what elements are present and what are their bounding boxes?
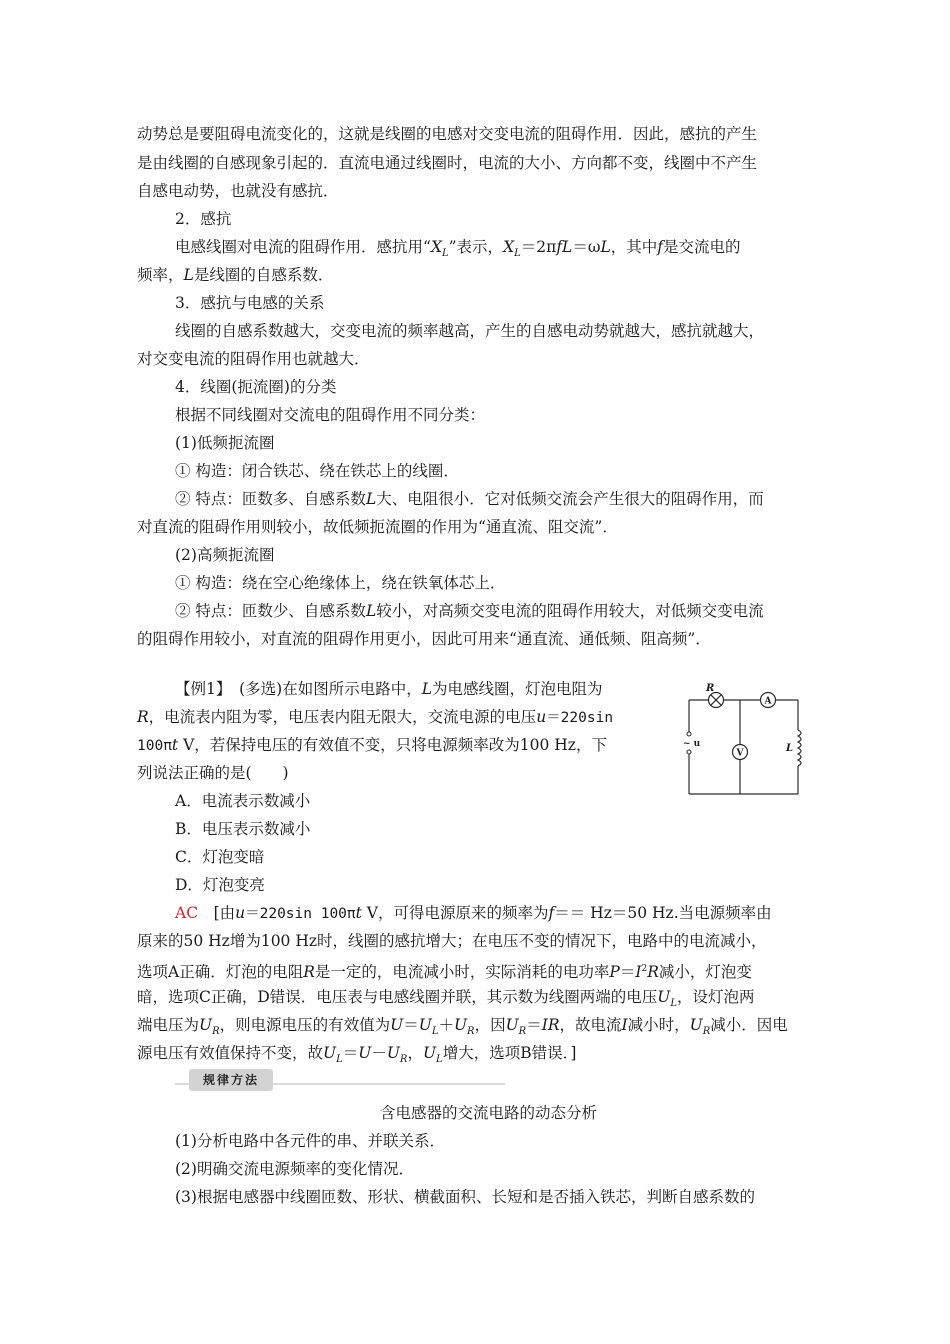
- low-freq-feature-1: ② 特点：匝数多、自感系数L大、电阻很小．它对低频交流会产生很大的阻碍作用，而: [175, 490, 764, 508]
- answer-line-2: 原来的50 Hz增为100 Hz时，线圈的感抗增大；在电压不变的情况下，电路中的电流减小，: [137, 932, 767, 950]
- s2-line-1: 电感线圈对电流的阻碍作用．感抗用“$X_L$”表示，$X_L=2\pi fL=\omega L$，其中f是交流电的: [175, 238, 741, 260]
- s2-line-2: 频率，L是线圈的自感系数．: [137, 266, 334, 284]
- answer-line-3: 选项A正确．灯泡的电阻R是一定的，电流减小时，实际消耗的电功率$P=I^2R$减小，灯泡变: [137, 963, 752, 982]
- method-badge: 规律方法: [189, 1069, 273, 1091]
- example-line-4: 列说法正确的是( ): [137, 764, 289, 782]
- circuit-diagram: [682, 680, 806, 800]
- high-freq-build: ① 构造：绕在空心绝缘体上，绕在铁氧体芯上．: [175, 574, 506, 592]
- high-freq-feature-1: ② 特点：匝数少、自感系数L较小，对高频交变电流的阻碍作用较大，对低频交变电流: [175, 602, 764, 620]
- method-banner: [175, 1069, 505, 1095]
- low-freq-feature-2: 对直流的阻碍作用则较小，故低频扼流圈的作用为“通直流、阻交流”．: [137, 518, 618, 536]
- example-line-1: 【例1】 (多选)在如图所示电路中，L为电感线圈，灯泡电阻为: [175, 680, 603, 698]
- label-v: V: [736, 748, 744, 759]
- method-item-1: (1)分析电路中各元件的串、并联关系．: [175, 1132, 445, 1150]
- answer-line-5: 端电压为$U_R$，则电源电压的有效值为$U=U_L+U_R$，因$U_R=IR$，故电流I减小时，$U_R$减小．因电: [137, 1016, 788, 1038]
- method-title: 含电感器的交流电路的动态分析: [380, 1104, 598, 1122]
- option-c: C．灯泡变暗: [175, 848, 265, 866]
- section-2-title: 2．感抗: [175, 210, 232, 228]
- intro-line-2: 是由线圈的自感现象引起的．直流电通过线圈时，电流的大小、方向都不变，线圈中不产生: [137, 154, 758, 172]
- method-item-2: (2)明确交流电源频率的变化情况．: [175, 1160, 414, 1178]
- example-tag: 【例1】: [175, 680, 224, 698]
- option-b: B．电压表示数减小: [175, 820, 311, 838]
- option-a: A．电流表示数减小: [175, 792, 311, 810]
- high-freq-feature-2: 的阻碍作用较小，对直流的阻碍作用更小，因此可用来“通直流、通低频、阻高频”．: [137, 630, 711, 648]
- option-d: D．灯泡变亮: [175, 876, 265, 894]
- example-line-3: 100πt V，若保持电压的有效值不变，只将电源频率改为100 Hz，下: [137, 736, 607, 754]
- s4-intro: 根据不同线圈对交流电的阻碍作用不同分类：: [175, 406, 486, 424]
- label-source: ~ u: [683, 739, 701, 749]
- label-r: R: [706, 683, 715, 694]
- s3-line-2: 对交变电流的阻碍作用也就越大．: [137, 350, 370, 368]
- label-a: A: [764, 696, 772, 707]
- answer-line-4: 暗，选项C正确，D错误．电压表与电感线圈并联，其示数为线圈两端的电压$U_L$，设灯泡两: [137, 988, 755, 1010]
- method-item-3: (3)根据电感器中线圈匝数、形状、横截面积、长短和是否插入铁芯，判断自感系数的: [175, 1188, 755, 1206]
- intro-line-1: 动势总是要阻碍电流变化的，这就是线圈的电感对交变电流的阻碍作用．因此，感抗的产生: [137, 125, 758, 143]
- low-freq-build: ① 构造：闭合铁芯、绕在铁芯上的线圈．: [175, 462, 459, 480]
- section-3-title: 3．感抗与电感的关系: [175, 294, 325, 312]
- example-line-2: R，电流表内阻为零，电压表内阻无限大，交流电源的电压u＝220sin: [137, 708, 614, 726]
- answer-line-1: AC [由u＝220sin 100πt V，可得电源原来的频率为f＝＝ Hz＝50 Hz.当电源频率由: [175, 904, 772, 922]
- high-freq-title: (2)高频扼流圈: [175, 546, 275, 564]
- section-4-title: 4．线圈(扼流圈)的分类: [175, 378, 337, 396]
- answer-line-6: 源电压有效值保持不变，故$U_L=U-U_R$，$U_L$增大，选项B错误．]: [137, 1044, 577, 1066]
- answer-key: AC: [175, 904, 199, 922]
- intro-line-3: 自感电动势，也就没有感抗．: [137, 182, 339, 200]
- s3-line-1: 线圈的自感系数越大，交变电流的频率越高，产生的自感电动势就越大，感抗就越大，: [175, 322, 765, 340]
- low-freq-title: (1)低频扼流圈: [175, 434, 275, 452]
- label-l: L: [786, 743, 794, 754]
